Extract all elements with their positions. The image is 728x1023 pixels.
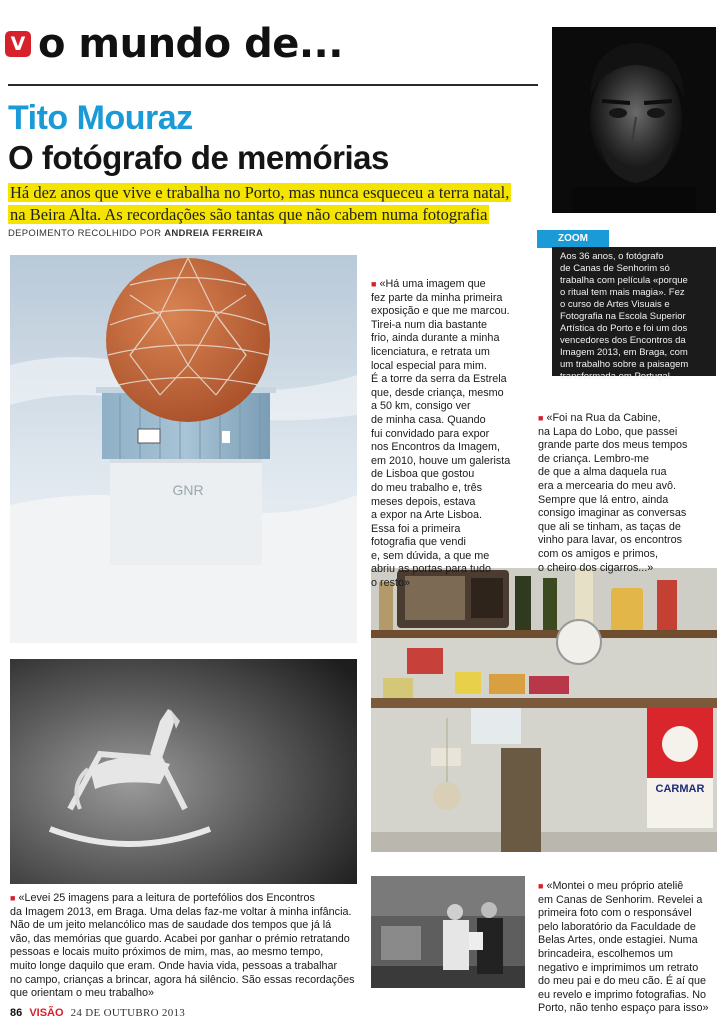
- calendar-text: CARMAR: [655, 783, 705, 795]
- photo-two-men: [371, 876, 525, 988]
- quote-rua-cabine: [538, 412, 720, 575]
- quote-tower: [371, 278, 546, 591]
- magazine-logo-v: V: [5, 31, 31, 57]
- zoom-text: Aos 36 anos, o fotógrafo de Canas de Senhorim só trabalha com película «porque o ritual tem mais magia». Fez o curso de Artes Visuais e Fotografia na Escola Superior Artística do Porto e foi um dos vencedores dos Encontros da Imagem 2013, em Braga, com um trabalho sobre a paisagem transformada em Portugal.: [560, 251, 689, 382]
- portrait-illustration: [552, 27, 716, 213]
- quote-marker: ■: [10, 893, 16, 903]
- issue-date: 24 DE OUTUBRO 2013: [70, 1007, 186, 1019]
- article-lede: [8, 182, 528, 226]
- zoom-box: [552, 247, 716, 382]
- page-number: 86: [10, 1007, 23, 1019]
- page-footer: [10, 1006, 185, 1020]
- lede-text: Há dez anos que vive e trabalha no Porto, mas nunca esqueceu a terra natal, na Beira Alta. As recordações são tantas que não cabem numa fotografia: [10, 183, 510, 224]
- quote-encontros-text: «Levei 25 imagens para a leitura de portefólios dos Encontros da Imagem 2013, em Braga. Uma delas faz-me voltar à minha infância. Não de um jeito melancólico mas de saudade dos tempos que já lá vão, das memórias que guardo. Acabei por ganhar o prémio retratando pessoas e locais muito próximos de mim, mas, ao mesmo tempo, muito longe daquilo que eram. Onde havia vida, pessoas a trabalhar no campo, crianças a brincar, agora há silêncio. São essas recordações que orientam o meu trabalho»: [10, 892, 355, 1000]
- quote-marker: ■: [538, 881, 544, 891]
- quote-tower-text: «Há uma imagem que fez parte da minha primeira exposição e que me marcou. Tirei-a num dia bastante frio, ainda durante a minha licenciatura, e retrata um local especial para mim. É a torre da serra da Estrela que, desde criança, mesmo a 50 km, consigo ver de minha casa. Quando fui convidado para expor nos Encontros da Imagem, em 2010, houve um galerista de Lisboa que gostou do meu trabalho e, três meses depois, estava a expor na Arte Lisboa. Essa foi a primeira fotografia que vendi e, sem dúvida, a que me abriu as portas para tudo o resto»: [371, 278, 511, 590]
- quote-marker: ■: [371, 279, 377, 289]
- photo-rocking-horse: [10, 659, 357, 884]
- article-headline: O fotógrafo de memórias: [8, 139, 389, 176]
- quote-encontros: [10, 892, 364, 1001]
- tower-illustration: [10, 255, 357, 643]
- magazine-name: VISÃO: [29, 1007, 64, 1019]
- quote-atelie-text: «Montei o meu próprio ateliê em Canas de Senhorim. Revelei a primeira foto com o responsável pelo laboratório da Faculdade de Belas Artes, onde estagiei. Numa brincadeira, escolhemos um negativo e imprimimos um retrato do meu pai e do meu cão. É aí que eu revelo e imprimo fotografias. No Porto, não tenho espaço para isso»: [538, 880, 709, 1015]
- photo-grocery-shelves: [371, 568, 717, 852]
- quote-marker: ■: [538, 413, 544, 423]
- subject-name: Tito Mouraz: [8, 99, 193, 137]
- section-title: o mundo de...: [38, 21, 343, 67]
- quote-rua-cabine-text: «Foi na Rua da Cabine, na Lapa do Lobo, que passei grande parte dos meus tempos de criança. Lembro-me de que a alma daquela rua era a mercearia do meu avô. Sempre que lá entro, ainda consigo imaginar as conversas que ali se tinham, as taças de vinho para lavar, os encontros com os amigos e primos, o cheiro dos cigarros...»: [538, 412, 688, 574]
- two-men-illustration: [371, 876, 525, 988]
- byline: [8, 228, 263, 239]
- rocking-horse-illustration: [10, 659, 357, 884]
- header-rule: [8, 84, 538, 86]
- photo-tower-serra-estrela: [10, 255, 357, 643]
- quote-atelie: [538, 880, 720, 1016]
- portrait-photo: [552, 27, 716, 213]
- byline-author: ANDREIA FERREIRA: [164, 228, 264, 239]
- zoom-tag: ZOOM: [537, 230, 609, 248]
- shelves-illustration: [371, 568, 717, 852]
- byline-prefix: DEPOIMENTO RECOLHIDO POR: [8, 228, 162, 239]
- tower-sign-text: GNR: [172, 482, 204, 498]
